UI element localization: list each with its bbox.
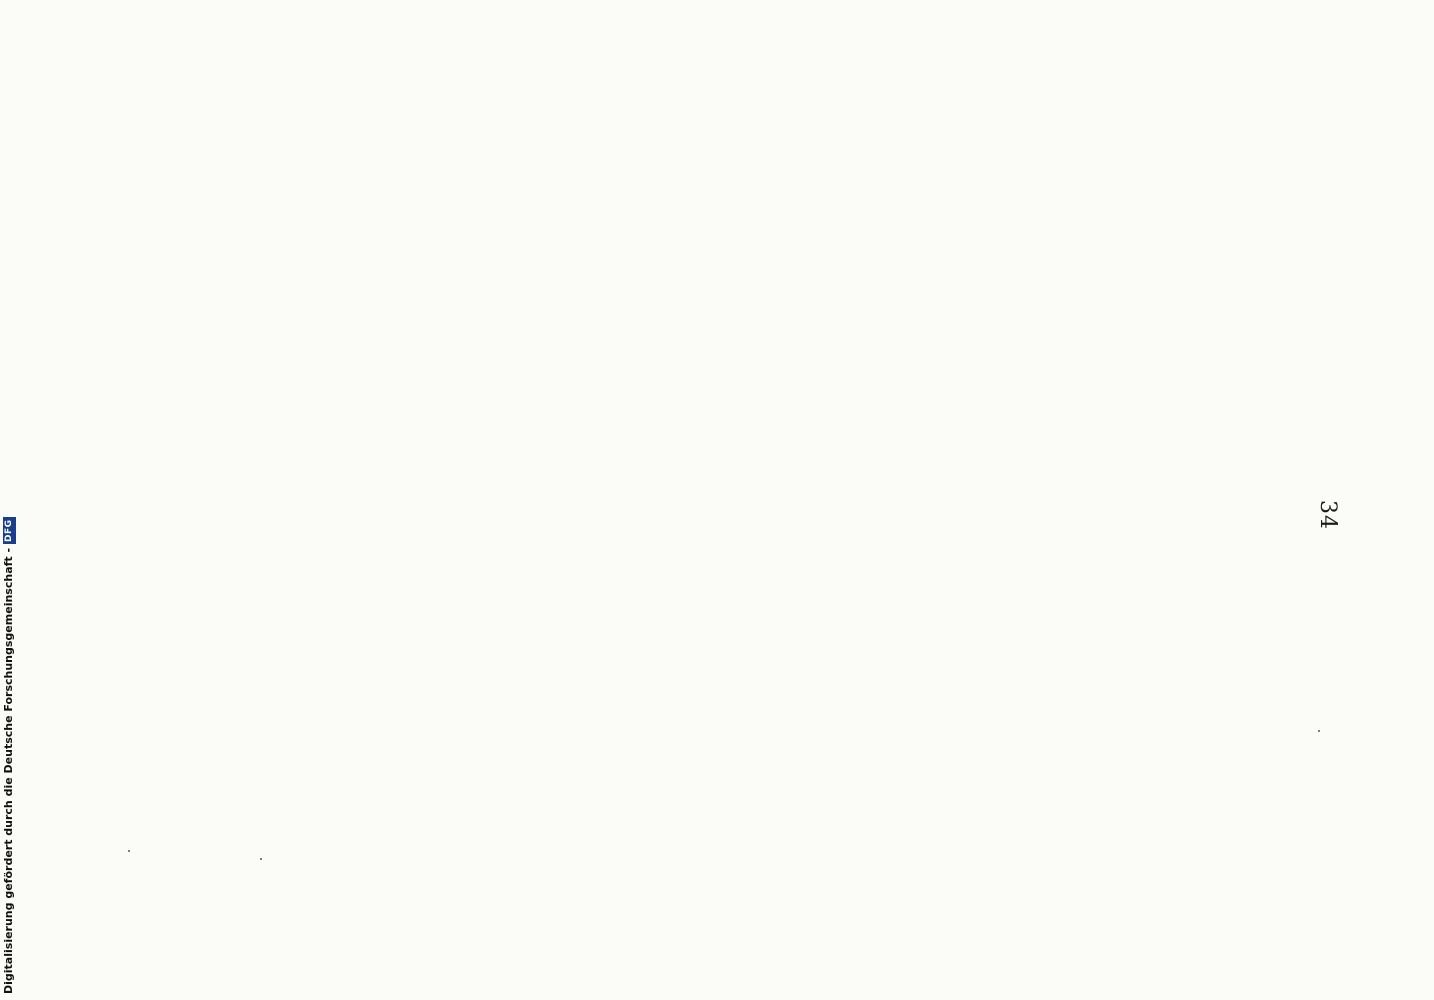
dfg-logo: DFG (4, 519, 14, 542)
paragraph (856, 538, 916, 943)
page-number: 34 (1315, 500, 1340, 530)
scan-speck (1318, 730, 1320, 732)
paragraph (1045, 538, 1105, 943)
rotated-page-content (125, 75, 1340, 955)
scan-speck (128, 850, 130, 852)
paragraph (1108, 85, 1168, 490)
paragraph (919, 538, 979, 943)
paragraph (1234, 538, 1294, 943)
paragraph (856, 85, 916, 490)
paragraph (1171, 85, 1231, 490)
paragraph (982, 538, 1042, 943)
scan-speck (260, 858, 262, 860)
paragraph (919, 85, 979, 490)
paragraph (1234, 85, 1294, 490)
credit-text: Digitalisierung gefördert durch die Deutsche Forschungsgemeinschaft - (2, 547, 15, 994)
paragraph (982, 85, 1042, 490)
paragraph (793, 85, 853, 490)
paragraph (1171, 538, 1231, 943)
paragraph (1108, 538, 1168, 943)
paragraph (1045, 85, 1105, 490)
paragraph (793, 538, 853, 943)
digitization-credit (2, 517, 16, 1000)
paragraph (730, 538, 790, 943)
text-column-1 (134, 85, 1294, 490)
text-column-2 (134, 538, 1294, 943)
